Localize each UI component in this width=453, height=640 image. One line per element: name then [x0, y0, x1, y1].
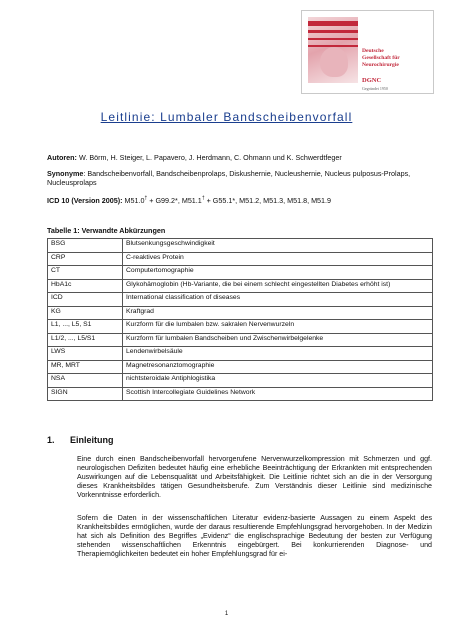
paragraph: Eine durch einen Bandscheibenvorfall hervorgerufene Nervenwurzelkompression mit Schmerzen und ggf. neurologischen Defiziten bedeutet häufig eine erhebliche Beeinträchtigung der Erkrankten mit entsprechenden Auswirkungen auf die Lebensqualität und Arbeitsfähigkeit. Die Leitlinie richtet sich an die in der Versorgung dieses Krankheitsbildes tätigen Gesundheitsberufe. Zum Verständnis dieser Leitlinie sind medizinische Vorkenntnisse erforderlich. — [77, 455, 432, 499]
meaning-cell: Magnetresonanztomographie — [123, 360, 433, 374]
table-row — [48, 239, 433, 253]
meaning-cell: Kurzform für lumbalen Bandscheiben und Zwischenwirbelgelenke — [123, 333, 433, 347]
table-row — [48, 374, 433, 388]
abbreviation-table — [47, 238, 433, 401]
logo-emblem — [308, 17, 358, 83]
meaning-cell: Glykohämoglobin (Hb-Variante, die bei einem schlecht eingestellten Diabetes erhöht ist) — [123, 279, 433, 293]
meaning-cell: Computertomographie — [123, 266, 433, 280]
authors-label: Autoren: — [47, 153, 77, 162]
table-row — [48, 347, 433, 361]
meaning-cell: nichtsteroidale Antiphlogistika — [123, 374, 433, 388]
table-row — [48, 306, 433, 320]
table-row — [48, 293, 433, 307]
icd-superscript: † — [144, 195, 148, 202]
meaning-cell: Kurzform für die lumbalen bzw. sakralen Nervenwurzeln — [123, 320, 433, 334]
table-row — [48, 320, 433, 334]
meaning-cell: Blutsenkungsgeschwindigkeit — [123, 239, 433, 253]
meaning-cell: International classification of diseases — [123, 293, 433, 307]
abbreviation-cell: BSG — [48, 239, 123, 253]
meaning-cell: C-reaktives Protein — [123, 252, 433, 266]
abbreviation-cell: LWS — [48, 347, 123, 361]
meaning-cell: Scottish Intercollegiate Guidelines Network — [123, 387, 433, 401]
synonyms-block — [47, 169, 432, 187]
abbreviation-cell: HbA1c — [48, 279, 123, 293]
synonyms-label: Synonyme — [47, 169, 84, 178]
page-number: 1 — [224, 611, 229, 617]
section-number: 1. — [47, 435, 55, 445]
logo-abbreviation: DGNC — [362, 77, 382, 84]
table-row — [48, 279, 433, 293]
logo-founded: Gegründet 1950 — [362, 86, 388, 91]
authors-line — [47, 153, 432, 162]
icd-line — [47, 196, 432, 205]
meaning-cell: Lendenwirbelsäule — [123, 347, 433, 361]
logo-name-line: Neurochirurgie — [362, 62, 399, 68]
paragraph: Sofern die Daten in der wissenschaftlichen Literatur evidenz-basierte Aussagen zu einem Aspekt des Krankheitsbildes ermöglichen, wurde der daraus resultierende Empfehlungsgrad hervorgehoben. In der Medizin hat sich als Definition des Begriffes „Evidenz“ die englischsprachige Bedeutung der besten zur Verfügung stehenden wissenschaftlichen Erkenntnis eingebürgert. Bei konkurrierenden Diagnose- und Therapiemöglichkeiten bedeutet ein hoher Empfehlungsgrad für ei- — [77, 514, 432, 558]
table-row — [48, 360, 433, 374]
icd-code-part: + G99.2*, M51.1 — [147, 196, 202, 205]
table-row — [48, 333, 433, 347]
section-title: Einleitung — [70, 435, 114, 445]
abbreviation-cell: CT — [48, 266, 123, 280]
logo-name-line: Deutsche — [362, 48, 384, 54]
dgnc-logo — [301, 10, 434, 94]
abbreviation-cell: KG — [48, 306, 123, 320]
meaning-cell: Kraftgrad — [123, 306, 433, 320]
abbreviation-cell: MR, MRT — [48, 360, 123, 374]
icd-label: ICD 10 (Version 2005): — [47, 196, 123, 205]
icd-code-part: + G55.1*, M51.2, M51.3, M51.8, M51.9 — [204, 196, 332, 205]
logo-society-name — [362, 48, 432, 69]
synonyms-text: : Bandscheibenvorfall, Bandscheibenprolaps, Diskushernie, Nucleushernie, Nucleus pulposus-Prolaps, Nucleusprolaps — [47, 169, 411, 187]
section-heading — [47, 435, 114, 445]
abbreviation-cell: L1/2, ..., L5/S1 — [48, 333, 123, 347]
abbreviation-cell: SIGN — [48, 387, 123, 401]
icd-superscript: † — [201, 195, 205, 202]
table-row — [48, 266, 433, 280]
abbreviation-cell: CRP — [48, 252, 123, 266]
document-title: Leitlinie: Lumbaler Bandscheibenvorfall — [100, 110, 353, 124]
icd-code-part: M51.0 — [122, 196, 145, 205]
table-row — [48, 252, 433, 266]
table-row — [48, 387, 433, 401]
table-caption: Tabelle 1: Verwandte Abkürzungen — [47, 226, 166, 235]
logo-name-line: Gesellschaft für — [362, 55, 400, 61]
authors-text: W. Börm, H. Steiger, L. Papavero, J. Herdmann, C. Ohmann und K. Schwerdtfeger — [78, 153, 342, 162]
abbreviation-cell: L1, ..., L5, S1 — [48, 320, 123, 334]
abbreviation-cell: ICD — [48, 293, 123, 307]
abbreviation-cell: NSA — [48, 374, 123, 388]
